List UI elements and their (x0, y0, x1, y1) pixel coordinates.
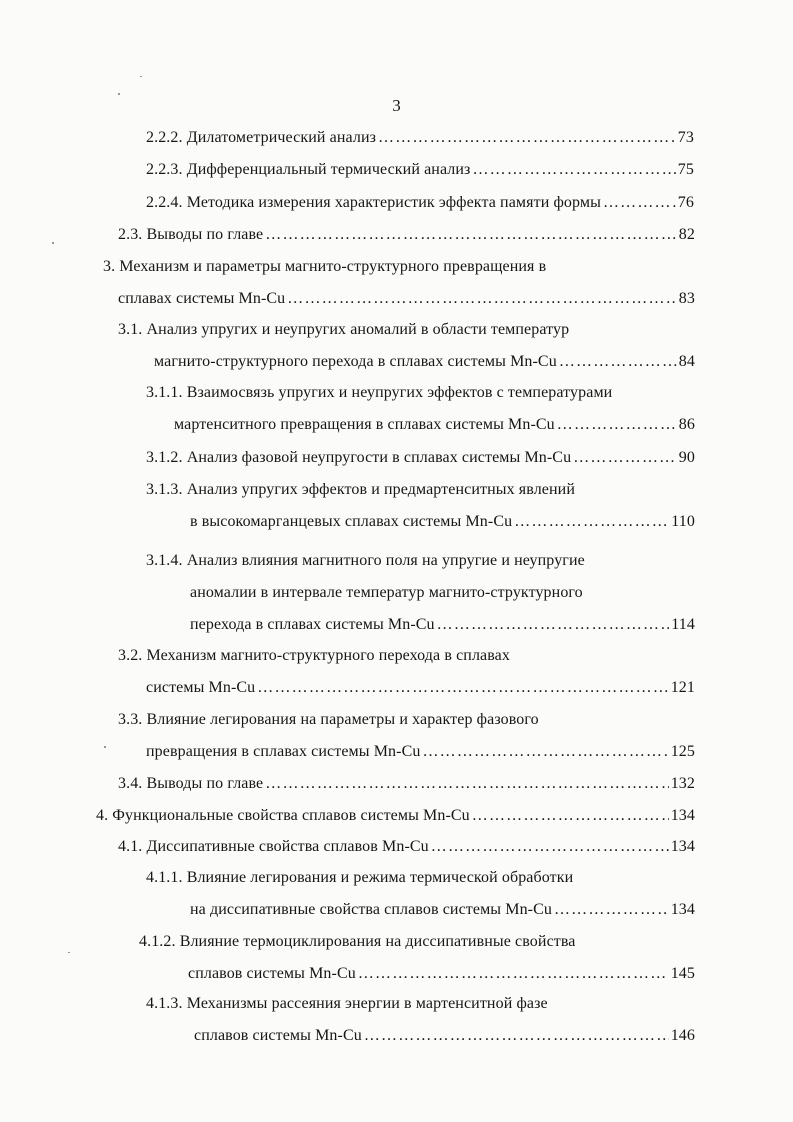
toc-title: мартенситного превращения в сплавах системы Mn-Cu (174, 416, 555, 433)
scan-speck (52, 242, 54, 244)
toc-leader-dots (364, 1026, 669, 1046)
toc-title: 2.2.3. Дифференциальный термический анализ (146, 161, 471, 178)
toc-entry-3-1-3[interactable] (190, 512, 695, 532)
toc-page-number: 132 (670, 775, 695, 792)
toc-entry-3-1-4[interactable] (190, 615, 695, 635)
toc-page-number: 86 (678, 416, 695, 433)
toc-title: 2.2.2. Дилатометрический анализ (146, 129, 377, 146)
toc-leader-dots (265, 225, 677, 245)
toc-leader-dots (422, 742, 668, 762)
toc-title: сплавах системы Mn-Cu (118, 290, 286, 307)
scan-speck (68, 952, 70, 953)
toc-entry-3-2-title-line1[interactable]: 3.2. Механизм магнито-структурного перехода в сплавах (118, 647, 510, 664)
toc-entry-3-1-title-line1[interactable]: 3.1. Анализ упругих и неупругих аномалий в области температур (118, 321, 570, 338)
toc-entry-3-1[interactable] (154, 352, 695, 372)
toc-title: превращения в сплавах системы Mn-Cu (146, 743, 421, 760)
toc-title: системы Mn-Cu (146, 679, 256, 696)
toc-page-number: 82 (678, 226, 695, 243)
toc-page-number: 90 (678, 449, 695, 466)
toc-title: сплавов системы Mn-Cu (194, 1027, 362, 1044)
toc-entry-2-2-2[interactable] (146, 128, 694, 148)
toc-leader-dots (437, 615, 670, 635)
toc-entry-3-1-1[interactable] (174, 415, 695, 435)
toc-entry-3-1-2[interactable] (146, 448, 695, 468)
toc-entry-3-1-4-title-line2[interactable]: аномалии в интервале температур магнито-структурного (190, 584, 583, 601)
toc-leader-dots (358, 964, 669, 984)
toc-entry-3-1-1-title-line1[interactable]: 3.1.1. Взаимосвязь упругих и неупругих эффектов с температурами (146, 384, 613, 401)
toc-page-number: 110 (671, 513, 695, 530)
toc-page-number: 114 (671, 616, 695, 633)
toc-page-number: 76 (677, 194, 694, 211)
toc-leader-dots (265, 774, 668, 794)
toc-entry-3-2[interactable] (146, 678, 695, 698)
toc-title: 4. Функциональные свойства сплавов системы Mn-Cu (96, 807, 470, 824)
toc-page-number: 84 (678, 353, 695, 370)
scan-speck (140, 76, 142, 77)
toc-entry-3-4[interactable] (118, 774, 695, 794)
toc-title: 3.1.2. Анализ фазовой неупругости в сплавах системы Mn-Cu (146, 449, 572, 466)
toc-page-number: 121 (670, 679, 695, 696)
toc-title: в высокомарганцевых сплавах системы Mn-Cu (190, 513, 513, 530)
toc-title: магнито-структурного перехода в сплавах системы Mn-Cu (154, 353, 557, 370)
toc-leader-dots (559, 352, 677, 372)
toc-leader-dots (287, 289, 677, 309)
toc-leader-dots (573, 448, 677, 468)
toc-page-number: 146 (670, 1027, 695, 1044)
scan-speck (104, 746, 106, 748)
toc-title: 2.2.4. Методика измерения характеристик эффекта памяти формы (146, 194, 601, 211)
toc-leader-dots (514, 512, 669, 532)
toc-page-number: 134 (670, 807, 695, 824)
toc-page-number: 75 (677, 161, 694, 178)
toc-entry-3[interactable] (118, 289, 695, 309)
toc-entry-3-title-line1[interactable]: 3. Механизм и параметры магнито-структурного превращения в (103, 258, 547, 275)
toc-title: сплавов системы Mn-Cu (188, 965, 356, 982)
toc-entry-4-1-3-title-line1[interactable]: 4.1.3. Механизмы рассеяния энергии в мартенситной фазе (146, 995, 548, 1012)
toc-entry-3-3-title-line1[interactable]: 3.3. Влияние легирования на параметры и характер фазового (118, 711, 539, 728)
toc-entry-4-1-2[interactable] (188, 964, 695, 984)
toc-entry-3-3[interactable] (146, 742, 695, 762)
toc-entry-2-2-3[interactable] (146, 160, 694, 180)
toc-title: 4.1. Диссипативные свойства сплавов Mn-Cu (118, 838, 429, 855)
toc-leader-dots (554, 900, 669, 920)
toc-page-number: 145 (670, 965, 695, 982)
toc-leader-dots (257, 678, 668, 698)
toc-entry-2-2-4[interactable] (146, 193, 694, 213)
toc-title: 2.3. Выводы по главе (118, 226, 264, 243)
toc-title: перехода в сплавах системы Mn-Cu (190, 616, 435, 633)
scan-speck (118, 93, 120, 95)
toc-entry-4-1-1-title-line1[interactable]: 4.1.1. Влияние легирования и режима термической обработки (146, 869, 574, 886)
toc-entry-3-1-3-title-line1[interactable]: 3.1.3. Анализ упругих эффектов и предмартенситных явлений (146, 481, 575, 498)
toc-leader-dots (472, 806, 669, 826)
toc-entry-4-1-2-title-line1[interactable]: 4.1.2. Влияние термоциклирования на диссипативные свойства (139, 933, 576, 950)
toc-entry-3-1-4-title-line1[interactable]: 3.1.4. Анализ влияния магнитного поля на упругие и неупругие (146, 552, 585, 569)
toc-entry-4[interactable] (96, 806, 695, 826)
toc-leader-dots (557, 415, 677, 435)
toc-leader-dots (472, 160, 675, 180)
toc-page-number: 73 (677, 129, 694, 146)
toc-leader-dots (378, 128, 676, 148)
toc-page-number: 134 (670, 838, 695, 855)
toc-title: на диссипативные свойства сплавов системы Mn-Cu (190, 901, 552, 918)
toc-leader-dots (603, 193, 676, 213)
toc-entry-2-3[interactable] (118, 225, 695, 245)
toc-title: 3.4. Выводы по главе (118, 775, 264, 792)
toc-page-number: 83 (678, 290, 695, 307)
toc-entry-4-1[interactable] (118, 837, 695, 857)
page-number: 3 (392, 96, 401, 115)
toc-page-number: 125 (670, 743, 695, 760)
toc-entry-4-1-1[interactable] (190, 900, 695, 920)
toc-entry-4-1-3[interactable] (194, 1026, 695, 1046)
toc-leader-dots (431, 837, 669, 857)
toc-page-number: 134 (670, 901, 695, 918)
